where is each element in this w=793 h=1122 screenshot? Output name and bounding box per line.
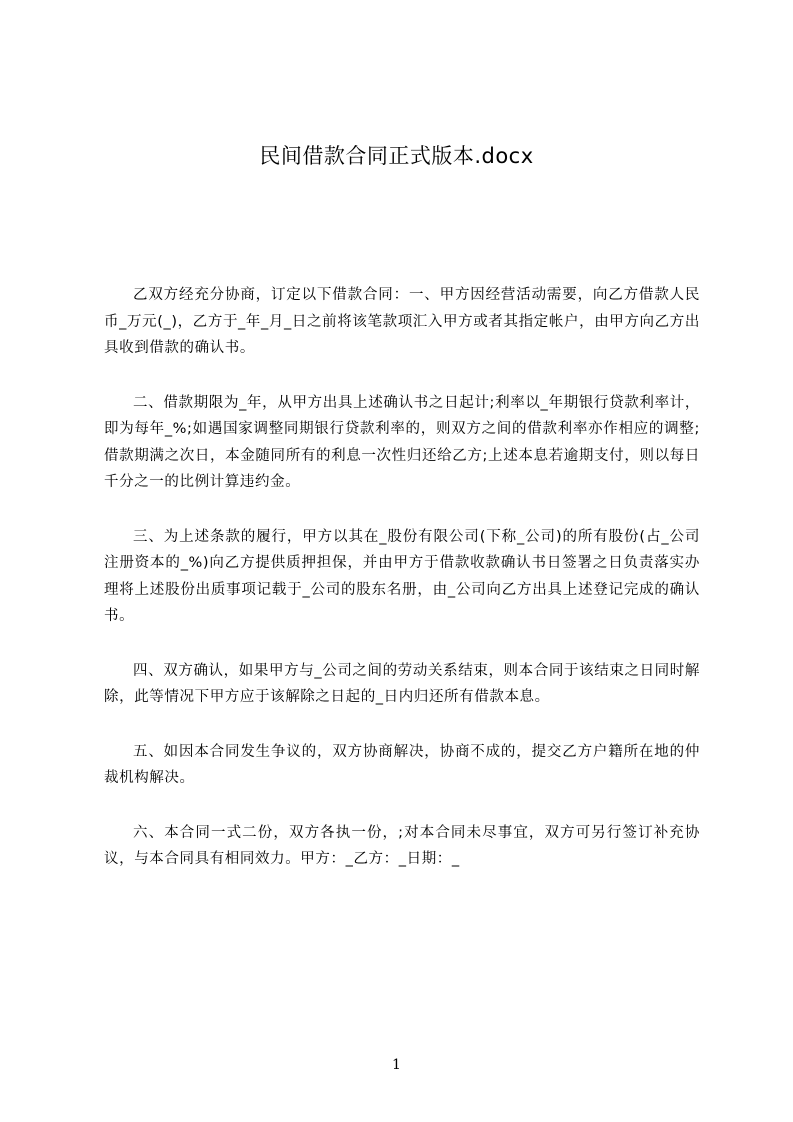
document-body bbox=[104, 282, 700, 901]
paragraph-4: 四、双方确认，如果甲方与_公司之间的劳动关系结束，则本合同于该结束之日同时解除，此等情况下甲方应于该解除之日起的_日内归还所有借款本息。 bbox=[104, 662, 700, 705]
paragraph-5: 五、如因本合同发生争议的，双方协商解决，协商不成的，提交乙方户籍所在地的仲裁机构解决。 bbox=[104, 743, 700, 786]
paragraph-2: 二、借款期限为_年，从甲方出具上述确认书之日起计;利率以_年期银行贷款利率计，即为每年_%;如遇国家调整同期银行贷款利率的，则双方之间的借款利率亦作相应的调整;借款期满之次日，本金随同所有的利息一次性归还给乙方;上述本息若逾期支付，则以每日千分之一的比例计算违约金。 bbox=[104, 394, 700, 490]
page-number: 1 bbox=[392, 1057, 401, 1073]
paragraph-1: 乙双方经充分协商，订定以下借款合同：一、甲方因经营活动需要，向乙方借款人民币_万元(_)，乙方于_年_月_日之前将该笔款项汇入甲方或者其指定帐户，由甲方向乙方出具收到借款的确认书。 bbox=[104, 287, 700, 356]
paragraph-6: 六、本合同一式二份，双方各执一份，;对本合同未尽事宜，双方可另行签订补充协议，与本合同具有相同效力。甲方：_乙方：_日期：_ bbox=[104, 824, 700, 867]
document-title: 民间借款合同正式版本.docx bbox=[259, 144, 534, 168]
paragraph-3: 三、为上述条款的履行，甲方以其在_股份有限公司(下称_公司)的所有股份(占_公司注册资本的_%)向乙方提供质押担保，并由甲方于借款收款确认书日签署之日负责落实办理将上述股份出质事项记载于_公司的股东名册，由_公司向乙方出具上述登记完成的确认书。 bbox=[104, 528, 700, 624]
